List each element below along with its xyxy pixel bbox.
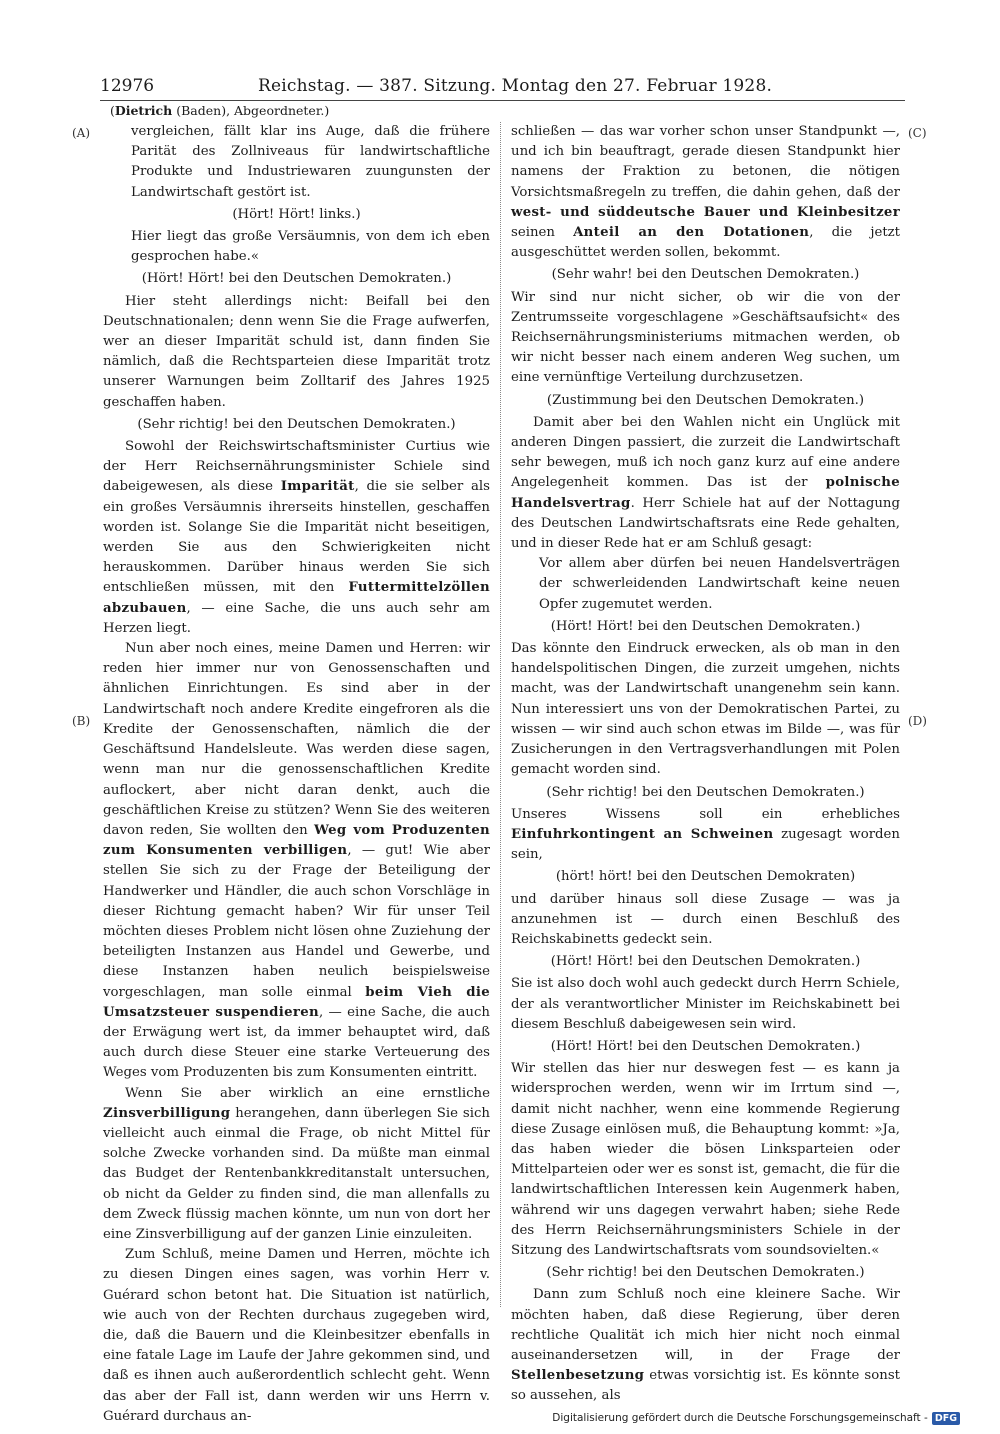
paragraph xyxy=(511,805,900,866)
text-run: schließen — das war vorher schon unser Standpunkt —, und ich bin beauftragt, gerade diesen Standpunkt hier namens der Fraktion zu betonen, die nötigen Vorsichtsmaßregeln zu treffen, die dahin gehen, daß der xyxy=(511,124,900,200)
margin-marker-a: (A) xyxy=(72,126,91,140)
margin-marker-c: (C) xyxy=(908,126,927,140)
paragraph xyxy=(511,1285,900,1406)
text-run: , — gut! Wie aber stellen Sie sich zu der Frage der Beteiligung der Handwerker und Händler, die auch schon Vorschläge in dieser Richtung gemacht haben? Wir für unser Teil möchten dieses Problem nicht lösen ohne Zuziehung der beteiligten Instanzen aus Handel und Gewerbe, und diese Instanzen haben neulich beispielsweise vorgeschlagen, man solle einmal xyxy=(103,843,491,1000)
emphasized-term: Anteil an den Dotationen xyxy=(573,225,810,241)
page-title: Reichstag. — 387. Sitzung. Montag den 27. Februar 1928. xyxy=(258,76,773,96)
page-header xyxy=(100,74,905,101)
text-run: Zum Schluß, meine Damen und Herren, möchte ich zu diesen Dingen eines sagen, was vorhin Herr v. Guérard schon betont hat. Die Situation ist natürlich, wie auch von der Rechten durchaus zugegeben wird, die, daß die Bauern und die Kleinbesitzer ebenfalls in eine fatale Lage im Laufe der Jahre gekommen sind, und daß es ihnen auch außerordentlich schlecht geht. Wenn das aber der Fall ist, dann werden wir uns Herrn v. Guérard durchaus an- xyxy=(103,1247,490,1424)
speaker-name: Dietrich xyxy=(114,103,173,118)
interjection: (Hört! Hört! bei den Deutschen Demokraten.) xyxy=(550,1038,861,1054)
interjection: (hört! hört! bei den Deutschen Demokraten) xyxy=(555,869,856,885)
paragraph: und darüber hinaus soll diese Zusage — was ja anzunehmen ist — durch einen Beschluß des Reichskabinetts gedeckt sein. xyxy=(511,891,900,947)
emphasized-term: Stellenbesetzung xyxy=(511,1368,645,1384)
interjection: (Zustimmung bei den Deutschen Demokraten.) xyxy=(546,392,865,408)
emphasized-term: Futtermittelzöllen abzubauen xyxy=(103,580,490,616)
text-run: Nun aber noch eines, meine Damen und Herren: wir reden hier immer nur von Genossenschaften und ähnlichen Einrichtungen. Es sind aber in der Landwirtschaft noch andere Kredite eingefroren als die Kredite der Genossenschaften, nämlich die der Geschäftsund Handelsleute. Was werden diese sagen, wenn man nur die genossenschaftlichen Kredite auflockert, aber nicht daran denkt, auch die geschäftlichen Kreise zu stützen? Wenn Sie des weiteren davon reden, Sie wollten den xyxy=(103,641,490,838)
text-run: zugesagt worden sein, xyxy=(511,826,900,863)
left-column xyxy=(103,122,490,1427)
paragraph: Sie ist also doch wohl auch gedeckt durch Herrn Schiele, der als verantwortlicher Minister im Reichskabinett bei diesem Beschluß dabeigewesen sein wird. xyxy=(511,976,900,1032)
text-run: etwas vorsichtig ist. Es könnte sonst so aussehen, als xyxy=(511,1368,900,1404)
interjection: (Hört! Hört! bei den Deutschen Demokraten.) xyxy=(550,618,861,634)
interjection: (Sehr richtig! bei den Deutschen Demokraten.) xyxy=(546,1265,865,1281)
text-run: , die jetzt ausgeschüttet werden sollen, bekommt. xyxy=(511,225,901,261)
emphasized-term: Imparität xyxy=(280,479,355,495)
paragraph: Wir sind nur nicht sicher, ob wir die von der Zentrumsseite vorgeschlagene »Geschäftsaufsicht« des Reichsernährungsministeriums mitmachen werden, ob wir nicht besser nach einem anderen Weg suchen, um eine vernünftige Verteilung durchzusetzen. xyxy=(511,289,900,386)
paragraph xyxy=(103,639,490,1083)
text-run: Unseres Wissens soll ein erhebliches xyxy=(511,806,900,822)
text-run: , die sie selber als ein großes Versäumnis ihrerseits hinstellen, geschaffen worden ist. Solange Sie die Imparität nicht beseitigen, werden Sie aus den Schwierigkeiten nicht herauskommen. Darüber hinaus werden Sie sich entschließen müssen, mit den xyxy=(103,479,490,596)
text-run: Sowohl der Reichswirtschaftsminister Curtius wie der Herr Reichsernährungsminister Schiele sind dabeigewesen, als diese xyxy=(103,439,490,495)
emphasized-term: beim Vieh die Umsatzsteuer suspendieren xyxy=(103,984,490,1020)
text-run: Dann zum Schluß noch eine kleinere Sache. Wir möchten haben, daß diese Regierung, über deren rechtliche Qualität ich mich hier nicht noch einmal auseinandersetzen will, in der Frage der xyxy=(511,1287,900,1363)
interjection: (Hört! Hört! bei den Deutschen Demokraten.) xyxy=(141,271,452,287)
right-column xyxy=(511,122,900,1407)
paragraph xyxy=(103,437,490,639)
paragraph xyxy=(103,1084,490,1246)
paragraph xyxy=(511,413,900,554)
interjection: (Hört! Hört! links.) xyxy=(232,206,361,222)
emphasized-term: Weg vom Produzenten zum Konsumenten verbilligen xyxy=(103,822,490,859)
paragraph: Das könnte den Eindruck erwecken, als ob man in den handelspolitischen Dingen, die zurzeit umgehen, nichts macht, was der Landwirtschaft unangenehm sein kann. Nun interessiert uns von der Demokratischen Partei, zu wissen — wir sind auch schon etwas im Bilde —, was für Zusicherungen in den Vertragsverhandlungen mit Polen gemacht worden sind. xyxy=(511,641,900,778)
column-divider xyxy=(500,122,502,1307)
margin-marker-d: (D) xyxy=(908,714,927,728)
margin-marker-b: (B) xyxy=(72,714,91,728)
quoted-passage: Hier liegt das große Versäumnis, von dem ich eben gesprochen habe.« xyxy=(131,229,490,265)
interjection: (Sehr wahr! bei den Deutschen Demokraten.) xyxy=(551,267,860,283)
speaker-line xyxy=(110,103,329,118)
text-run: Damit aber bei den Wahlen nicht ein Unglück mit anderen Dingen passiert, die zurzeit die Landwirtschaft sehr bewegen, muß ich noch ganz kurz auf eine andere Angelegenheit kommen. Das ist der xyxy=(511,414,900,491)
text-run: Wenn Sie aber wirklich an eine ernstliche xyxy=(125,1085,490,1101)
text-run: , — eine Sache, die uns auch sehr am Herzen liegt. xyxy=(103,600,490,636)
emphasized-term: Zinsverbilligung xyxy=(103,1105,231,1121)
interjection: (Sehr richtig! bei den Deutschen Demokraten.) xyxy=(137,416,456,432)
paragraph: Wir stellen das hier nur deswegen fest — es kann ja widersprochen werden, wenn wir im Irrtum sind —, damit nicht nachher, wenn eine kommende Regierung diese Zusage einlösen muß, die Behauptung kommt: »Ja, das haben wieder die bösen Linksparteien oder Mittelparteien oder wer es sonst ist, gemacht, die für die landwirtschaftlichen Interessen kein Augenmerk haben, während wir uns dagegen verwahrt haben; siehe Rede des Herrn Reichsernährungsministers Schiele in der Sitzung des Landwirtschaftsrats vom soundsovielten.« xyxy=(511,1061,900,1258)
speaker-detail: (Baden), Abgeordneter.) xyxy=(176,103,330,118)
text-run: . Herr Schiele hat auf der Nottagung des Deutschen Landwirtschaftsrats eine Rede gehalten, und in dieser Rede hat er am Schluß gesagt: xyxy=(511,495,900,552)
paragraph: Hier steht allerdings nicht: Beifall bei den Deutschnationalen; denn wenn Sie die Frage aufwerfen, wer an dieser Imparität schuld ist, dann finden Sie nämlich, daß die Rechtsparteien diese Imparität trotz unserer Warnungen beim Zolltarif des Jahres 1925 geschaffen haben. xyxy=(103,293,490,410)
emphasized-term: Einfuhrkontingent an Schweinen xyxy=(511,826,774,842)
text-run: , — eine Sache, die auch der Erwägung wert ist, da immer behauptet wird, daß auch durch diese Steuer eine starke Verteuerung des Weges vom Produzenten bis zum Konsumenten eintritt. xyxy=(103,1004,490,1081)
dfg-logo: DFG xyxy=(932,1412,960,1425)
page-number: 12976 xyxy=(100,76,155,96)
quoted-passage: Vor allem aber dürfen bei neuen Handelsverträgen der schwerleidenden Landwirtschaft keine neuen Opfer zugemutet werden. xyxy=(539,556,900,612)
paragraph xyxy=(103,1245,490,1427)
quoted-passage: vergleichen, fällt klar ins Auge, daß die frühere Parität des Zollniveaus für landwirtschaftliche Produkte und Industriewaren zuungunsten der Landwirtschaft gestört ist. xyxy=(131,124,490,200)
speaker-open-paren: ( xyxy=(110,103,115,118)
footer-text: Digitalisierung gefördert durch die Deutsche Forschungsgemeinschaft - xyxy=(552,1412,928,1424)
emphasized-term: west- und süddeutsche Bauer und Kleinbesitzer xyxy=(511,204,900,220)
page-footer xyxy=(552,1410,960,1426)
emphasized-term: polnische Handelsvertrag xyxy=(511,475,900,511)
paragraph xyxy=(511,122,900,263)
text-run: seinen xyxy=(511,225,574,241)
interjection: (Sehr richtig! bei den Deutschen Demokraten.) xyxy=(546,784,865,800)
text-run: herangehen, dann überlegen Sie sich vielleicht auch einmal die Frage, ob nicht Mittel für solche Zwecke vorhanden sind. Da müßte man einmal das Budget der Rentenbankkreditanstalt untersuchen, ob nicht da Gelder zu finden sind, die man allenfalls zu dem Zweck flüssig machen könnte, um nun von dort her eine Zinsverbilligung auf der ganzen Linie einzuleiten. xyxy=(103,1105,490,1242)
interjection: (Hört! Hört! bei den Deutschen Demokraten.) xyxy=(550,954,861,970)
